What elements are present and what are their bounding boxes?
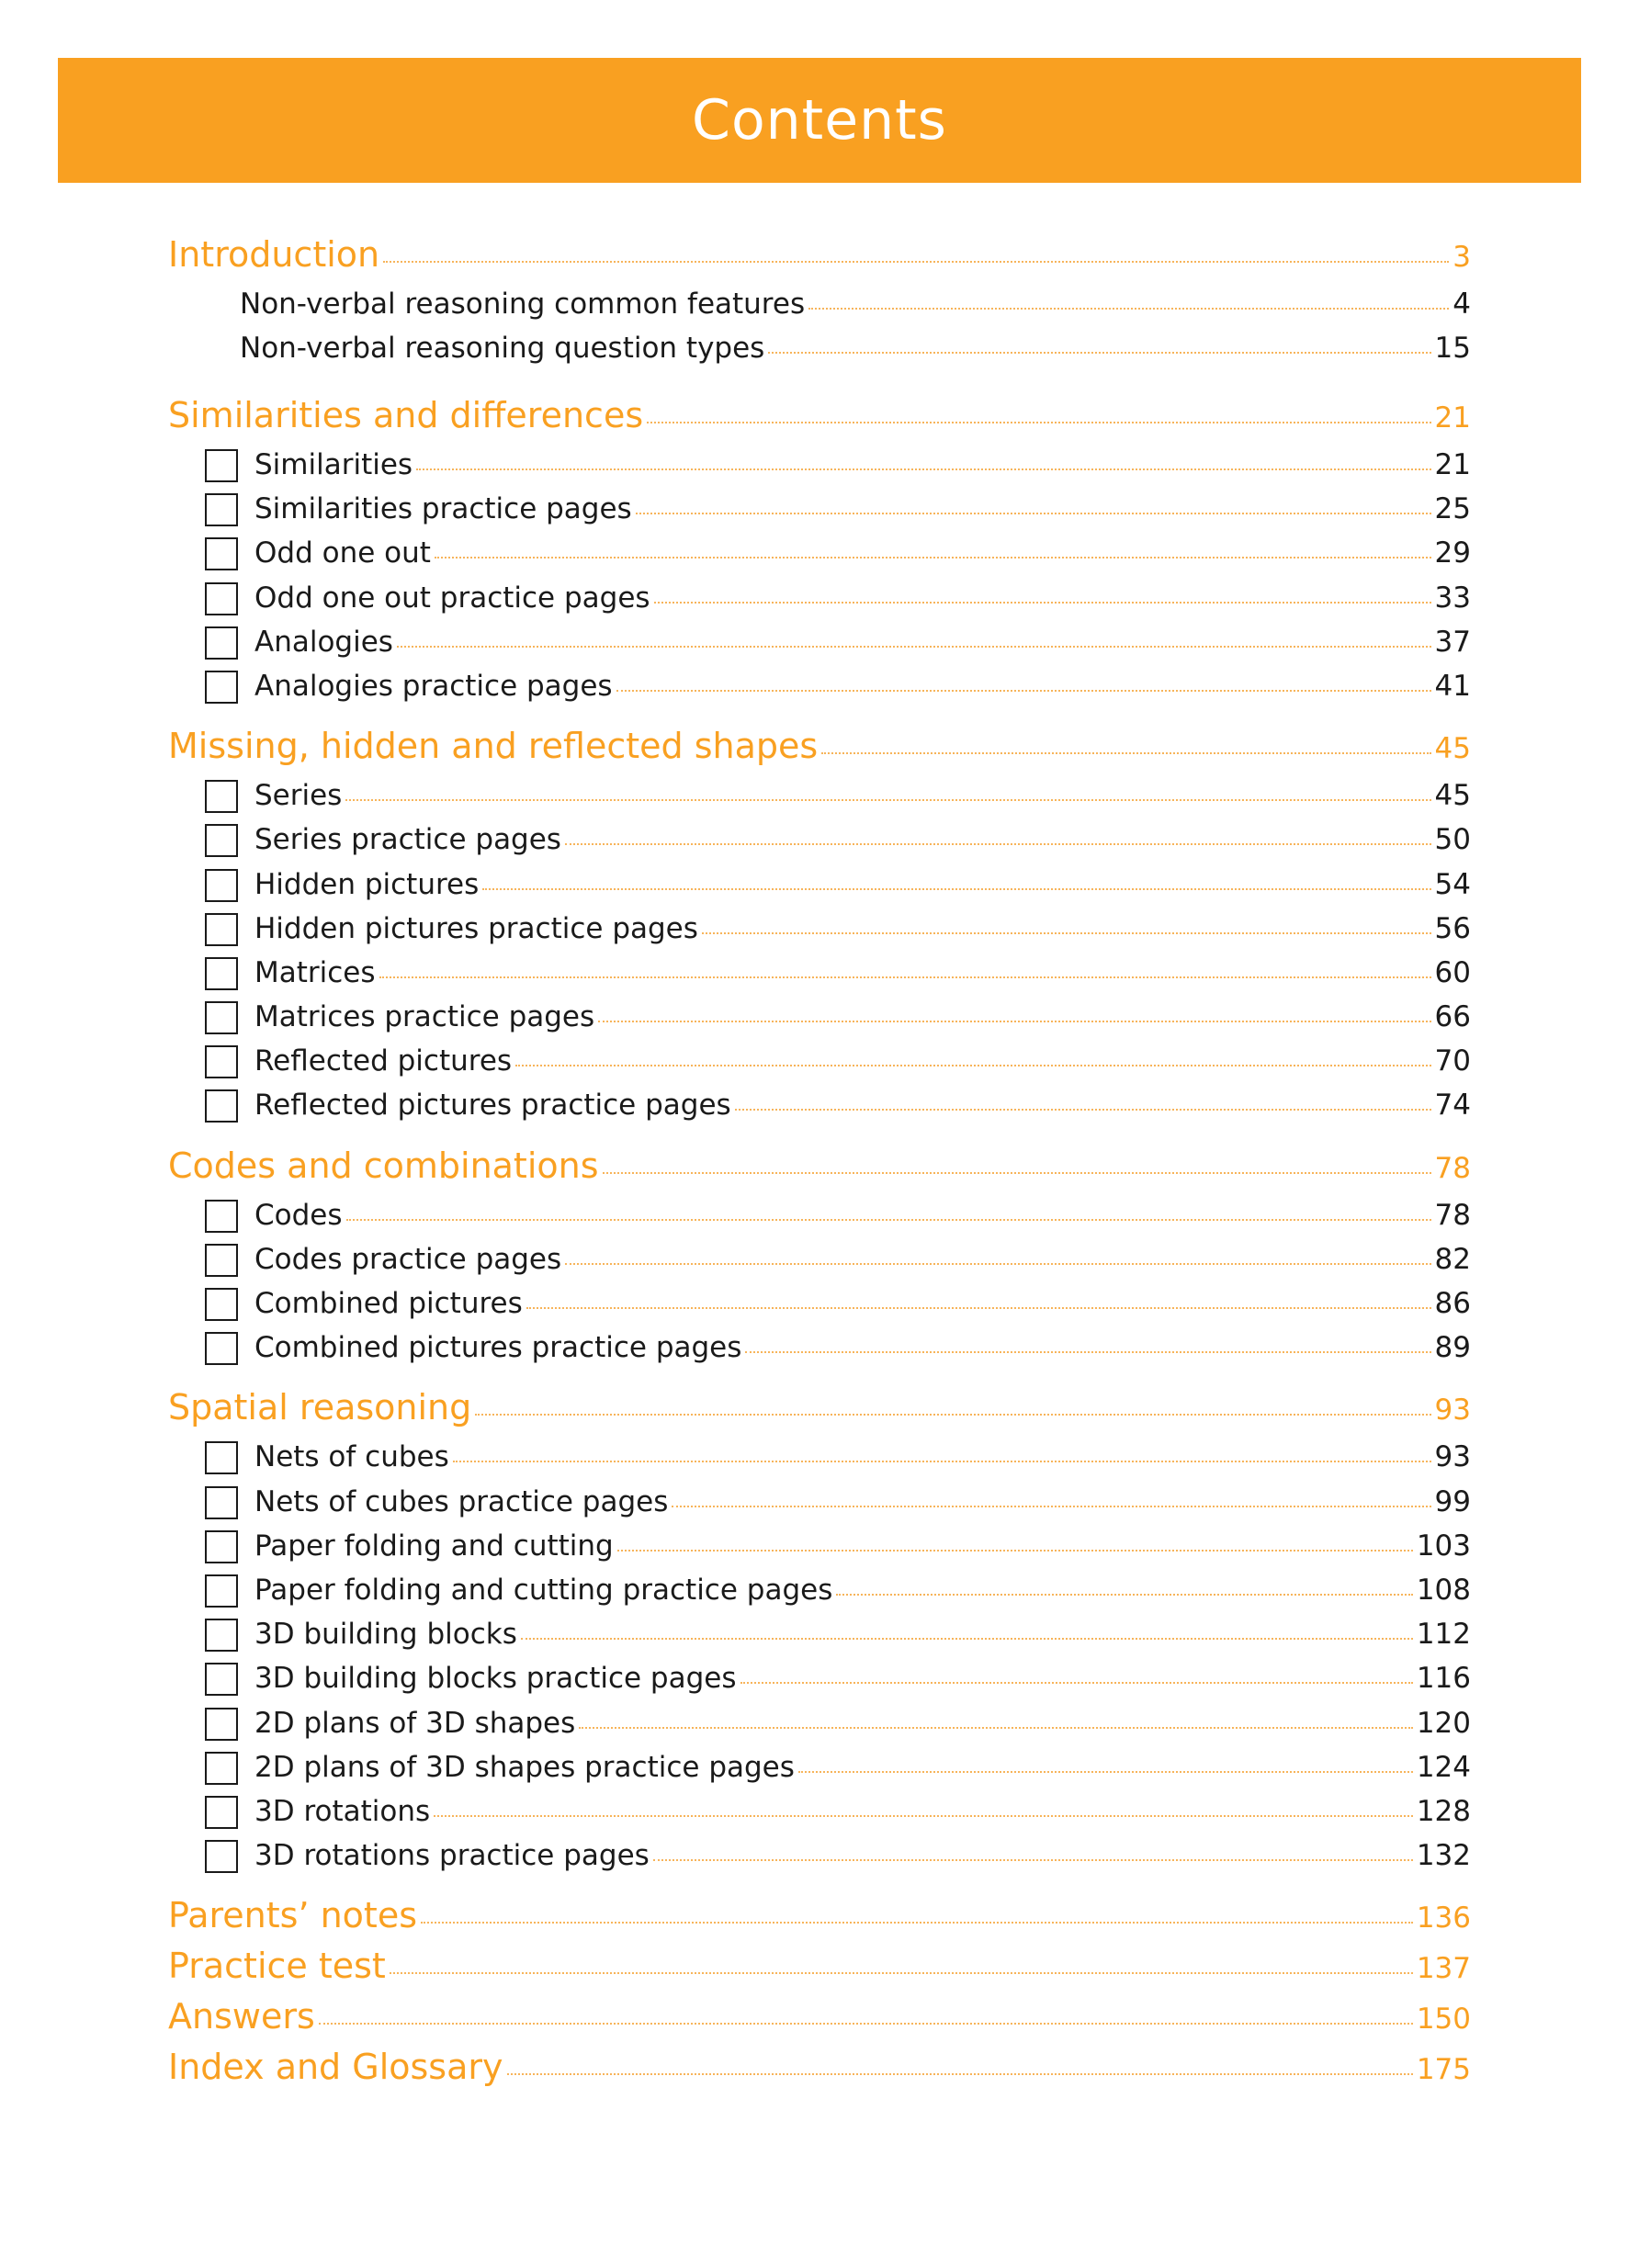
progress-checkbox[interactable] (205, 1619, 238, 1652)
toc-item-label: Reflected pictures (254, 1044, 513, 1078)
dot-leader (565, 1263, 1430, 1265)
toc-item-page: 124 (1416, 1750, 1471, 1784)
toc-heading-label: Parents’ notes (168, 1895, 418, 1936)
toc-item-label: Matrices (254, 955, 376, 989)
toc-item-label: 2D plans of 3D shapes (254, 1706, 576, 1740)
toc-heading[interactable] (168, 1382, 1471, 1433)
toc-item[interactable] (168, 1524, 1471, 1568)
toc-item-label: 2D plans of 3D shapes practice pages (254, 1750, 795, 1784)
progress-checkbox[interactable] (205, 1752, 238, 1785)
toc-heading[interactable] (168, 1992, 1471, 2042)
toc-item-page: 116 (1416, 1662, 1471, 1696)
toc-heading[interactable] (168, 230, 1471, 280)
toc-item[interactable] (168, 818, 1471, 862)
progress-checkbox[interactable] (205, 449, 238, 482)
toc-item-label: Paper folding and cutting practice pages (254, 1573, 833, 1607)
toc-item-label: Combined pictures practice pages (254, 1331, 742, 1365)
toc-item-label: 3D building blocks practice pages (254, 1662, 737, 1696)
toc-heading-label: Answers (168, 1996, 315, 2037)
toc-item-page: 86 (1434, 1287, 1471, 1320)
toc-item[interactable] (168, 1789, 1471, 1834)
toc-item[interactable] (168, 1083, 1471, 1127)
title-banner (58, 58, 1581, 183)
progress-checkbox[interactable] (205, 824, 238, 857)
toc-heading-label: Codes and combinations (168, 1145, 599, 1186)
dot-leader (735, 1109, 1431, 1111)
progress-checkbox[interactable] (205, 1663, 238, 1696)
dot-leader (821, 752, 1430, 754)
toc-subitem[interactable] (168, 326, 1471, 370)
toc-heading-page: 93 (1434, 1394, 1471, 1427)
toc-heading-label: Missing, hidden and reflected shapes (168, 726, 819, 767)
toc-item[interactable] (168, 951, 1471, 995)
dot-leader (768, 352, 1430, 354)
dot-leader (507, 2073, 1413, 2075)
toc-item-label: Combined pictures (254, 1287, 523, 1320)
toc-item-label: 3D rotations practice pages (254, 1839, 650, 1873)
toc-heading-page: 175 (1416, 2053, 1471, 2087)
progress-checkbox[interactable] (205, 913, 238, 946)
toc-heading-label: Spatial reasoning (168, 1387, 472, 1428)
dot-leader (636, 513, 1431, 514)
progress-checkbox[interactable] (205, 1200, 238, 1233)
progress-checkbox[interactable] (205, 537, 238, 570)
dot-leader (416, 468, 1430, 470)
dot-leader (654, 602, 1431, 604)
toc-item-label: 3D rotations (254, 1794, 431, 1828)
progress-checkbox[interactable] (205, 1244, 238, 1277)
dot-leader (383, 261, 1449, 263)
toc-item[interactable] (168, 995, 1471, 1039)
toc-item-page: 99 (1434, 1484, 1471, 1518)
toc-item-page: 132 (1416, 1839, 1471, 1873)
toc-subitem[interactable] (168, 282, 1471, 326)
toc-item-page: 50 (1434, 823, 1471, 857)
toc-heading[interactable] (168, 1890, 1471, 1941)
toc-item-page: 41 (1434, 669, 1471, 703)
toc-item-page: 89 (1434, 1331, 1471, 1365)
progress-checkbox[interactable] (205, 869, 238, 902)
progress-checkbox[interactable] (205, 1001, 238, 1034)
dot-leader (603, 1172, 1431, 1174)
toc-item-page: 74 (1434, 1089, 1471, 1123)
dot-leader (808, 308, 1449, 310)
progress-checkbox[interactable] (205, 780, 238, 813)
dot-leader (421, 1922, 1413, 1924)
toc-heading[interactable] (168, 721, 1471, 772)
progress-checkbox[interactable] (205, 493, 238, 526)
toc-item-label: Nets of cubes practice pages (254, 1484, 669, 1518)
page-title: Contents (692, 88, 947, 152)
toc-item[interactable] (168, 1612, 1471, 1656)
progress-checkbox[interactable] (205, 1486, 238, 1519)
toc-subitem-page: 15 (1434, 332, 1471, 365)
toc-item-page: 82 (1434, 1242, 1471, 1276)
toc-heading-label: Introduction (168, 234, 380, 275)
dot-leader (397, 646, 1431, 648)
toc-heading[interactable] (168, 390, 1471, 441)
toc-item-label: Similarities practice pages (254, 492, 632, 526)
toc-item[interactable] (168, 907, 1471, 951)
toc-heading-page: 45 (1434, 732, 1471, 766)
dot-leader (579, 1727, 1413, 1729)
dot-leader (435, 557, 1431, 559)
progress-checkbox[interactable] (205, 1840, 238, 1873)
toc-heading-page: 137 (1416, 1952, 1471, 1986)
toc-item-page: 54 (1434, 867, 1471, 901)
toc-section-introduction (168, 230, 1471, 370)
toc-item-label: Hidden pictures (254, 867, 480, 901)
toc-heading[interactable] (168, 1141, 1471, 1191)
toc-item[interactable] (168, 1701, 1471, 1745)
toc-item[interactable] (168, 487, 1471, 531)
toc-item-page: 120 (1416, 1706, 1471, 1740)
dot-leader (647, 422, 1430, 423)
dot-leader (345, 799, 1430, 801)
toc-item-page: 112 (1416, 1618, 1471, 1652)
toc-item-label: Hidden pictures practice pages (254, 911, 698, 945)
progress-checkbox[interactable] (205, 1045, 238, 1078)
toc-item-page: 128 (1416, 1794, 1471, 1828)
dot-leader (453, 1461, 1431, 1462)
toc-item-page: 25 (1434, 492, 1471, 526)
toc-item[interactable] (168, 1745, 1471, 1789)
dot-leader (434, 1815, 1413, 1817)
toc-item-page: 21 (1434, 448, 1471, 481)
progress-checkbox[interactable] (205, 1288, 238, 1321)
dot-leader (672, 1506, 1430, 1507)
toc-heading-label: Index and Glossary (168, 2047, 503, 2088)
dot-leader (515, 1065, 1431, 1066)
toc-item[interactable] (168, 1193, 1471, 1237)
dot-leader (482, 888, 1430, 890)
toc-heading-page: 3 (1452, 241, 1471, 274)
toc-section (168, 390, 1471, 708)
toc-subitem-label: Non-verbal reasoning common features (240, 288, 806, 321)
dot-leader (617, 1550, 1413, 1551)
toc-item-page: 93 (1434, 1440, 1471, 1474)
toc-heading-label: Practice test (168, 1946, 386, 1987)
toc-item-label: Series practice pages (254, 823, 561, 857)
toc-item[interactable] (168, 1656, 1471, 1700)
progress-checkbox[interactable] (205, 1708, 238, 1741)
dot-leader (521, 1638, 1413, 1640)
toc-heading[interactable] (168, 2042, 1471, 2093)
toc-item[interactable] (168, 531, 1471, 575)
progress-checkbox[interactable] (205, 1089, 238, 1123)
toc-item-page: 29 (1434, 536, 1471, 570)
progress-checkbox[interactable] (205, 1574, 238, 1608)
toc-sections (168, 390, 1471, 1878)
toc-item-label: Analogies practice pages (254, 669, 613, 703)
progress-checkbox[interactable] (205, 1441, 238, 1474)
toc-item-label: Similarities (254, 448, 413, 481)
toc-item[interactable] (168, 1435, 1471, 1479)
toc-subitem-label: Non-verbal reasoning question types (240, 332, 765, 365)
toc-section (168, 721, 1471, 1128)
toc-item-page: 103 (1416, 1529, 1471, 1563)
toc-heading-page: 136 (1416, 1901, 1471, 1935)
toc-item-label: Codes practice pages (254, 1242, 562, 1276)
toc-item-label: Nets of cubes (254, 1440, 449, 1474)
toc-item[interactable] (168, 773, 1471, 818)
toc-item[interactable] (168, 1480, 1471, 1524)
progress-checkbox[interactable] (205, 1796, 238, 1829)
dot-leader (740, 1682, 1413, 1684)
toc-subitem-page: 4 (1452, 288, 1471, 321)
toc-item[interactable] (168, 620, 1471, 664)
progress-checkbox[interactable] (205, 626, 238, 660)
toc-section (168, 1382, 1471, 1878)
toc-heading-page: 150 (1416, 2003, 1471, 2037)
progress-checkbox[interactable] (205, 957, 238, 990)
toc-item-label: 3D building blocks (254, 1618, 517, 1652)
toc-item[interactable] (168, 576, 1471, 620)
dot-leader (475, 1414, 1430, 1416)
dot-leader (616, 690, 1431, 692)
toc-item-page: 66 (1434, 1000, 1471, 1034)
toc-item[interactable] (168, 1326, 1471, 1370)
toc-item-label: Analogies (254, 625, 393, 659)
toc-item[interactable] (168, 1039, 1471, 1083)
toc-item[interactable] (168, 863, 1471, 907)
progress-checkbox[interactable] (205, 1530, 238, 1563)
dot-leader (798, 1771, 1413, 1773)
toc-heading[interactable] (168, 1941, 1471, 1992)
dot-leader (598, 1021, 1430, 1022)
toc-item-label: Reflected pictures practice pages (254, 1089, 731, 1123)
dot-leader (346, 1219, 1431, 1221)
dot-leader (745, 1351, 1430, 1353)
toc-item[interactable] (168, 1834, 1471, 1878)
dot-leader (653, 1859, 1413, 1861)
toc-tail-headings (168, 1890, 1471, 2093)
toc-item-label: Matrices practice pages (254, 1000, 595, 1034)
toc-item-label: Odd one out (254, 536, 431, 570)
dot-leader (565, 843, 1431, 845)
toc-section (168, 1141, 1471, 1371)
toc-item-page: 60 (1434, 955, 1471, 989)
toc-item-label: Series (254, 779, 343, 813)
progress-checkbox[interactable] (205, 582, 238, 615)
toc-item-page: 37 (1434, 625, 1471, 659)
dot-leader (526, 1307, 1431, 1309)
toc-item[interactable] (168, 1237, 1471, 1281)
toc-item[interactable] (168, 1568, 1471, 1612)
toc-item-page: 33 (1434, 581, 1471, 615)
toc-item-page: 56 (1434, 911, 1471, 945)
toc-item-page: 108 (1416, 1573, 1471, 1607)
toc-item-label: Paper folding and cutting (254, 1529, 614, 1563)
dot-leader (390, 1972, 1413, 1974)
toc-item-label: Odd one out practice pages (254, 581, 650, 615)
dot-leader (702, 932, 1431, 934)
dot-leader (836, 1594, 1412, 1596)
dot-leader (319, 2023, 1413, 2025)
toc-item-page: 78 (1434, 1198, 1471, 1232)
toc-heading-page: 78 (1434, 1151, 1471, 1185)
toc-item[interactable] (168, 443, 1471, 487)
toc-item[interactable] (168, 1281, 1471, 1326)
progress-checkbox[interactable] (205, 671, 238, 704)
toc-item[interactable] (168, 664, 1471, 708)
toc-heading-label: Similarities and differences (168, 395, 644, 435)
toc-heading-page: 21 (1434, 401, 1471, 434)
toc-item-page: 45 (1434, 779, 1471, 813)
toc-item-page: 70 (1434, 1044, 1471, 1078)
progress-checkbox[interactable] (205, 1332, 238, 1365)
dot-leader (379, 976, 1431, 978)
toc-item-label: Codes (254, 1198, 343, 1232)
table-of-contents (168, 230, 1471, 2093)
